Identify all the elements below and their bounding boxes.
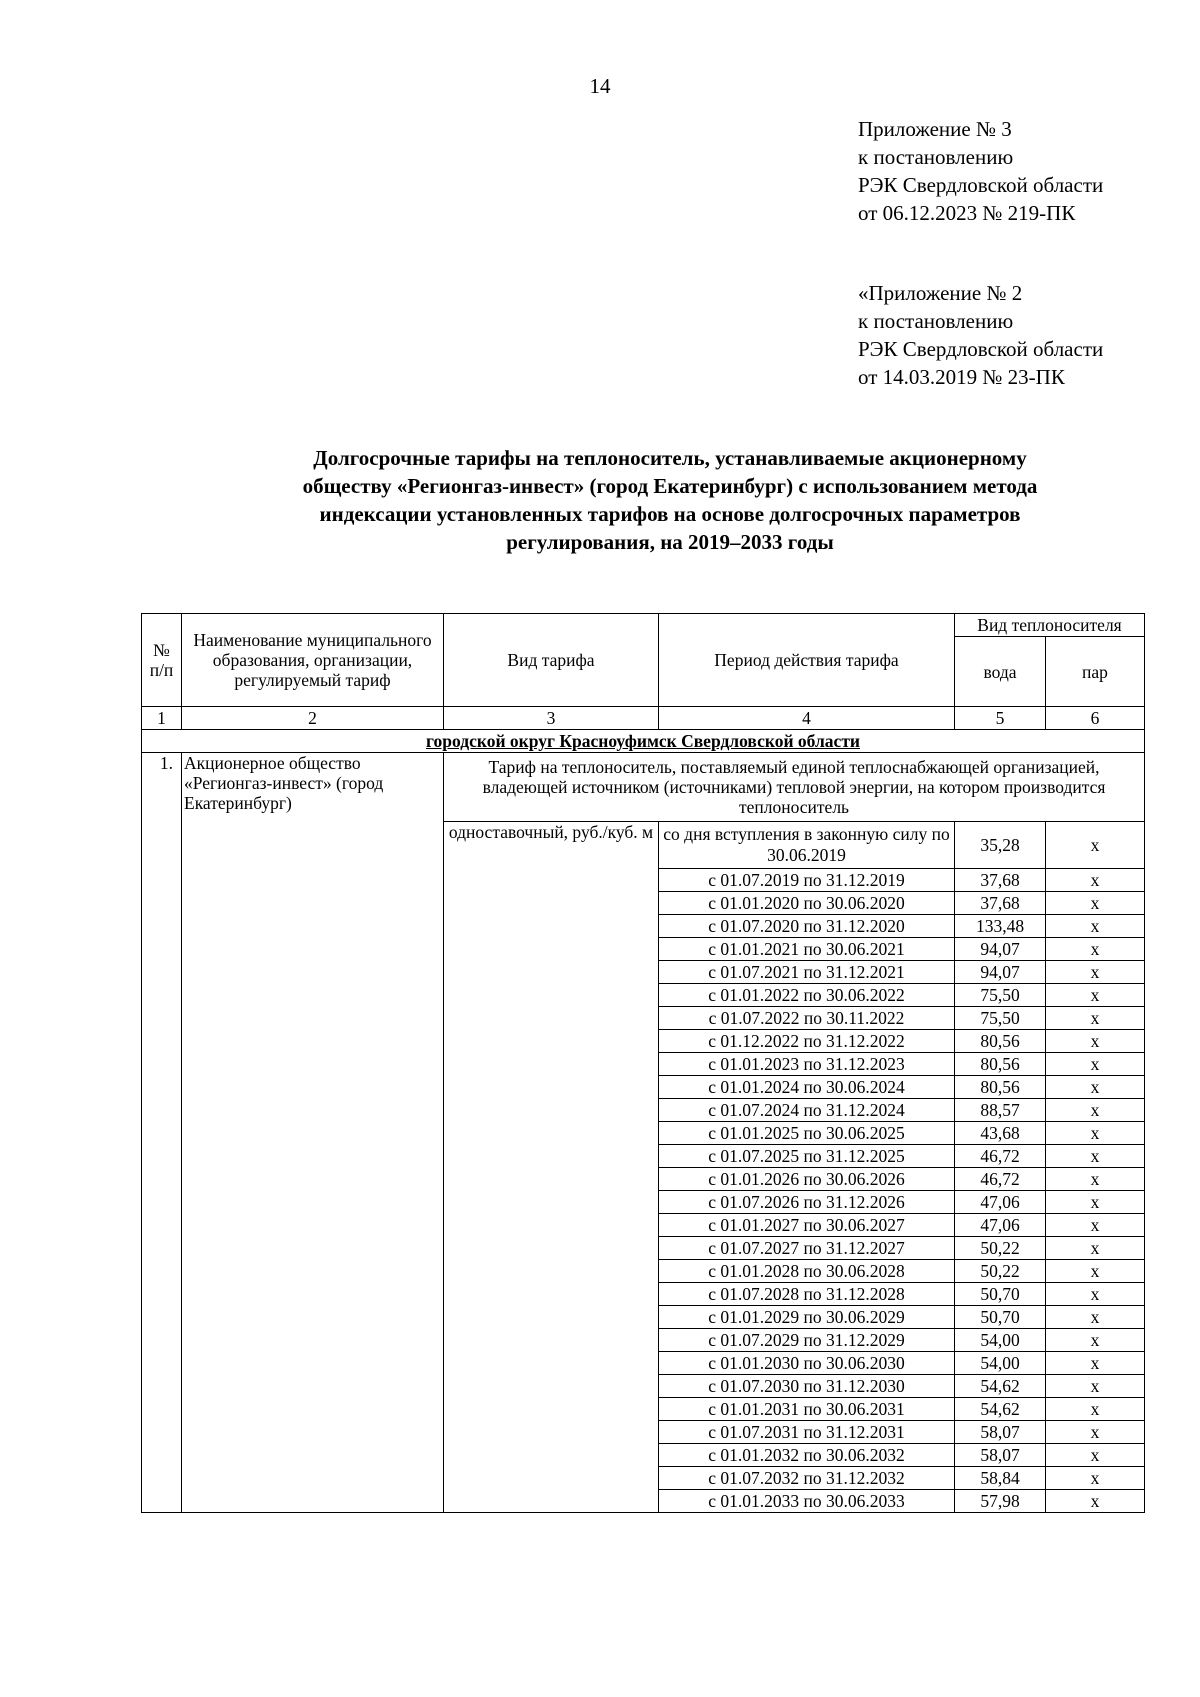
rate-water: 54,62 xyxy=(955,1398,1046,1421)
rate-water: 133,48 xyxy=(955,915,1046,938)
rate-period: с 01.07.2031 по 31.12.2031 xyxy=(659,1421,955,1444)
column-number-row xyxy=(142,707,1145,730)
rate-period: с 01.01.2025 по 30.06.2025 xyxy=(659,1122,955,1145)
appendix-3-block xyxy=(858,115,1103,227)
rate-steam: х xyxy=(1046,915,1145,938)
rate-steam: х xyxy=(1046,1490,1145,1513)
rate-water: 88,57 xyxy=(955,1099,1046,1122)
rate-period: с 01.07.2029 по 31.12.2029 xyxy=(659,1329,955,1352)
appendix-3-line: от 06.12.2023 № 219-ПК xyxy=(858,201,1076,225)
rate-water: 50,70 xyxy=(955,1306,1046,1329)
tariff-description-row xyxy=(142,753,1145,822)
rate-period: с 01.07.2027 по 31.12.2027 xyxy=(659,1237,955,1260)
header-period: Период действия тарифа xyxy=(659,614,955,707)
column-number: 4 xyxy=(659,707,955,730)
rate-period: с 01.01.2032 по 30.06.2032 xyxy=(659,1444,955,1467)
title-line: индексации установленных тарифов на основе долгосрочных параметров xyxy=(319,502,1021,526)
rate-period: с 01.01.2030 по 30.06.2030 xyxy=(659,1352,955,1375)
tariff-kind: одноставочный, руб./куб. м xyxy=(444,822,659,1513)
column-number: 3 xyxy=(444,707,659,730)
rate-water: 94,07 xyxy=(955,938,1046,961)
rate-period: с 01.01.2029 по 30.06.2029 xyxy=(659,1306,955,1329)
rate-steam: х xyxy=(1046,1191,1145,1214)
rate-steam: х xyxy=(1046,961,1145,984)
rate-steam: х xyxy=(1046,1214,1145,1237)
rate-steam: х xyxy=(1046,1030,1145,1053)
appendix-2-line: РЭК Свердловской области xyxy=(858,337,1104,361)
column-number: 5 xyxy=(955,707,1046,730)
rate-water: 75,50 xyxy=(955,984,1046,1007)
rate-period: с 01.07.2026 по 31.12.2026 xyxy=(659,1191,955,1214)
rate-water: 58,84 xyxy=(955,1467,1046,1490)
rate-period: с 01.01.2028 по 30.06.2028 xyxy=(659,1260,955,1283)
header-steam: пар xyxy=(1046,637,1145,707)
rate-period: с 01.01.2031 по 30.06.2031 xyxy=(659,1398,955,1421)
rate-period: с 01.07.2022 по 30.11.2022 xyxy=(659,1007,955,1030)
rate-steam: х xyxy=(1046,1237,1145,1260)
rate-water: 57,98 xyxy=(955,1490,1046,1513)
rate-steam: х xyxy=(1046,1352,1145,1375)
header-org: Наименование муниципального образования, организации, регулируемый тариф xyxy=(182,614,444,707)
tariff-description: Тариф на теплоноситель, поставляемый единой теплоснабжающей организацией, владеющей источником (источниками) тепловой энергии, на котором производится теплоноситель xyxy=(444,753,1145,822)
header-row xyxy=(142,614,1145,637)
region-row xyxy=(142,730,1145,753)
document-title xyxy=(230,444,1110,556)
rate-period: со дня вступления в законную силу по 30.06.2019 xyxy=(659,822,955,869)
appendix-2-block xyxy=(858,279,1103,391)
rate-water: 75,50 xyxy=(955,1007,1046,1030)
rate-water: 94,07 xyxy=(955,961,1046,984)
rate-period: с 01.07.2028 по 31.12.2028 xyxy=(659,1283,955,1306)
appendix-3-line: к постановлению xyxy=(858,145,1014,169)
title-line: регулирования, на 2019–2033 годы xyxy=(506,530,834,554)
rate-steam: х xyxy=(1046,869,1145,892)
appendix-2-line: «Приложение № 2 xyxy=(858,281,1023,305)
rate-period: с 01.07.2021 по 31.12.2021 xyxy=(659,961,955,984)
rate-water: 80,56 xyxy=(955,1053,1046,1076)
rate-water: 54,00 xyxy=(955,1329,1046,1352)
header-tariff-type: Вид тарифа xyxy=(444,614,659,707)
rate-steam: х xyxy=(1046,892,1145,915)
rate-period: с 01.01.2027 по 30.06.2027 xyxy=(659,1214,955,1237)
rate-period: с 01.01.2033 по 30.06.2033 xyxy=(659,1490,955,1513)
rate-steam: х xyxy=(1046,1145,1145,1168)
rate-steam: х xyxy=(1046,1467,1145,1490)
rate-steam: х xyxy=(1046,1099,1145,1122)
title-line: Долгосрочные тарифы на теплоноситель, устанавливаемые акционерному xyxy=(313,446,1027,470)
rate-water: 43,68 xyxy=(955,1122,1046,1145)
rate-water: 54,62 xyxy=(955,1375,1046,1398)
rate-period: с 01.07.2024 по 31.12.2024 xyxy=(659,1099,955,1122)
rate-steam: х xyxy=(1046,1398,1145,1421)
tariff-table xyxy=(141,613,1145,1513)
rate-steam: х xyxy=(1046,1421,1145,1444)
rate-steam: х xyxy=(1046,1283,1145,1306)
header-carrier: Вид теплоносителя xyxy=(955,614,1145,637)
rate-water: 58,07 xyxy=(955,1421,1046,1444)
rate-steam: х xyxy=(1046,938,1145,961)
rate-period: с 01.01.2020 по 30.06.2020 xyxy=(659,892,955,915)
rate-water: 47,06 xyxy=(955,1191,1046,1214)
rate-water: 58,07 xyxy=(955,1444,1046,1467)
rate-water: 47,06 xyxy=(955,1214,1046,1237)
title-line: обществу «Регионгаз-инвест» (город Екатеринбург) с использованием метода xyxy=(302,474,1038,498)
rate-steam: х xyxy=(1046,1260,1145,1283)
column-number: 1 xyxy=(142,707,182,730)
header-num: № п/п xyxy=(142,614,182,707)
rate-period: с 01.01.2022 по 30.06.2022 xyxy=(659,984,955,1007)
rate-period: с 01.12.2022 по 31.12.2022 xyxy=(659,1030,955,1053)
appendix-2-line: к постановлению xyxy=(858,309,1014,333)
rate-steam: х xyxy=(1046,1168,1145,1191)
header-water: вода xyxy=(955,637,1046,707)
rate-water: 35,28 xyxy=(955,822,1046,869)
rate-water: 37,68 xyxy=(955,892,1046,915)
appendix-3-line: Приложение № 3 xyxy=(858,117,1012,141)
rate-period: с 01.01.2023 по 31.12.2023 xyxy=(659,1053,955,1076)
rate-water: 54,00 xyxy=(955,1352,1046,1375)
rate-steam: х xyxy=(1046,822,1145,869)
rate-steam: х xyxy=(1046,1306,1145,1329)
rate-steam: х xyxy=(1046,1329,1145,1352)
appendix-3-line: РЭК Свердловской области xyxy=(858,173,1104,197)
rate-steam: х xyxy=(1046,1007,1145,1030)
page-number: 14 xyxy=(589,74,611,98)
rate-water: 46,72 xyxy=(955,1145,1046,1168)
rate-period: с 01.07.2020 по 31.12.2020 xyxy=(659,915,955,938)
rate-period: с 01.01.2026 по 30.06.2026 xyxy=(659,1168,955,1191)
rate-period: с 01.07.2025 по 31.12.2025 xyxy=(659,1145,955,1168)
rate-period: с 01.07.2019 по 31.12.2019 xyxy=(659,869,955,892)
rate-water: 37,68 xyxy=(955,869,1046,892)
column-number: 2 xyxy=(182,707,444,730)
rate-period: с 01.01.2024 по 30.06.2024 xyxy=(659,1076,955,1099)
row-number: 1. xyxy=(142,753,182,1513)
rate-water: 80,56 xyxy=(955,1076,1046,1099)
appendix-2-line: от 14.03.2019 № 23-ПК xyxy=(858,365,1065,389)
column-number: 6 xyxy=(1046,707,1145,730)
rate-steam: х xyxy=(1046,1053,1145,1076)
rate-steam: х xyxy=(1046,984,1145,1007)
rate-water: 50,22 xyxy=(955,1237,1046,1260)
rate-period: с 01.07.2032 по 31.12.2032 xyxy=(659,1467,955,1490)
rate-steam: х xyxy=(1046,1375,1145,1398)
rate-water: 50,22 xyxy=(955,1260,1046,1283)
rate-water: 46,72 xyxy=(955,1168,1046,1191)
rate-steam: х xyxy=(1046,1076,1145,1099)
rate-water: 80,56 xyxy=(955,1030,1046,1053)
region-name: городской округ Красноуфимск Свердловской области xyxy=(142,730,1145,753)
rate-period: с 01.01.2021 по 30.06.2021 xyxy=(659,938,955,961)
rate-steam: х xyxy=(1046,1444,1145,1467)
rate-water: 50,70 xyxy=(955,1283,1046,1306)
organization-name: Акционерное общество «Регионгаз-инвест» (город Екатеринбург) xyxy=(182,753,444,1513)
rate-period: с 01.07.2030 по 31.12.2030 xyxy=(659,1375,955,1398)
rate-steam: х xyxy=(1046,1122,1145,1145)
